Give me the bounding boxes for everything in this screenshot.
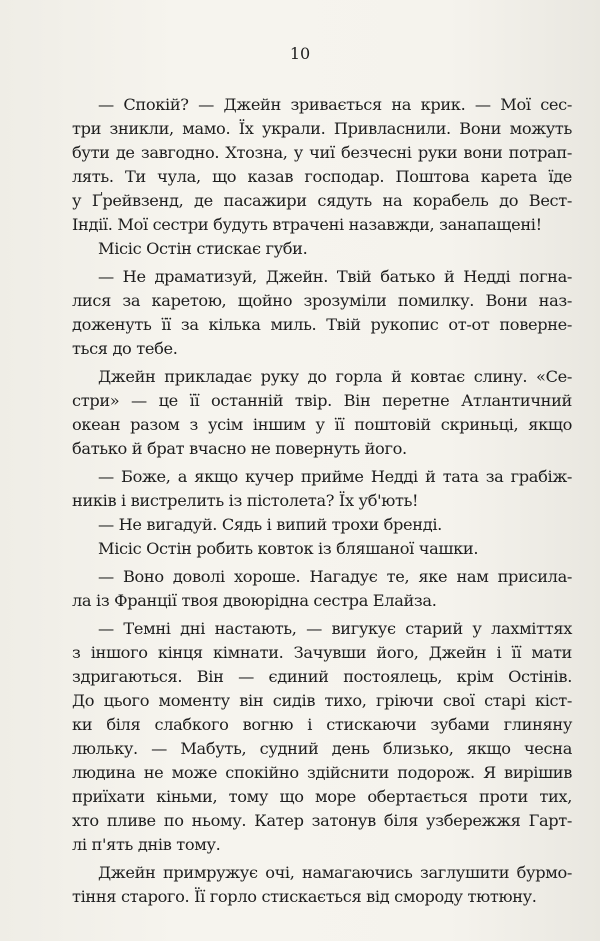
text-line: — Воно доволі хороше. Нагадує те, яке нам присила-: [98, 567, 572, 586]
text-line: лять. Ти чула, що казав господар. Поштова карета їде: [72, 167, 572, 186]
text-line: людина не може спокійно здійснити подорож. Я вирішив: [72, 763, 572, 782]
page-number: 10: [289, 44, 311, 63]
text-line: Джейн примружує очі, намагаючись заглушити бурмо-: [98, 863, 572, 882]
text-line: лі п'ять днів тому.: [72, 835, 221, 854]
text-line: лися за каретою, щойно зрозуміли помилку. Вони наз-: [72, 291, 572, 310]
text-line: приїхати кіньми, тому що море обертається проти тих,: [72, 787, 572, 806]
text-line: — Спокій? — Джейн зривається на крик. — Мої сес-: [98, 95, 572, 114]
text-line: океан разом з усім іншим у її поштовій скриньці, якщо: [72, 415, 572, 434]
text-line: бути де завгодно. Хтозна, у чиї безчесні руки вони потрап-: [72, 143, 572, 162]
paragraph: [72, 365, 572, 461]
text-line: — Не драматизуй, Джейн. Твій батько й Недді погна-: [98, 267, 572, 286]
text-line: Джейн прикладає руку до горла й ковтає слину. «Се-: [98, 367, 572, 386]
text-line: хто пливе по ньому. Катер затонув біля узбережжя Гарт-: [72, 811, 572, 830]
text-line: Місіс Остін стискає губи.: [98, 239, 308, 258]
paragraph: [72, 513, 572, 537]
text-line: — Не вигадуй. Сядь і випий трохи бренді.: [98, 515, 442, 534]
text-line: ла із Франції твоя двоюрідна сестра Елайза.: [72, 591, 437, 610]
paragraph: [72, 617, 572, 857]
text-line: три зникли, мамо. Їх украли. Привласнили. Вони можуть: [72, 119, 572, 138]
text-line: ки біля слабкого вогню і стискаючи зубами глиняну: [72, 715, 572, 734]
body-text: [72, 93, 572, 909]
text-line: ться до тебе.: [72, 339, 178, 358]
paragraph: [72, 537, 572, 561]
paragraph: [72, 237, 572, 261]
text-line: стри» — це її останній твір. Він перетне Атлантичний: [72, 391, 572, 410]
text-line: Місіс Остін робить ковток із бляшаної чашки.: [98, 539, 479, 558]
text-line: — Темні дні настають, — вигукує старий у лахміттях: [98, 619, 572, 638]
text-line: люльку. — Мабуть, судний день близько, якщо чесна: [72, 739, 572, 758]
paragraph: [72, 861, 572, 909]
text-line: тіння старого. Її горло стискається від смороду тютюну.: [72, 887, 537, 906]
text-line: Індії. Мої сестри будуть втрачені назавжди, занапащені!: [72, 215, 542, 234]
text-line: у Ґрейвзенд, де пасажири сядуть на корабель до Вест-: [72, 191, 572, 210]
paragraph: [72, 265, 572, 361]
text-line: До цього моменту він сидів тихо, гріючи свої старі кіст-: [72, 691, 572, 710]
text-line: ників і вистрелить із пістолета? Їх уб'ють!: [72, 491, 419, 510]
paragraph: [72, 565, 572, 613]
text-line: з іншого кінця кімнати. Зачувши його, Джейн і її мати: [72, 643, 572, 662]
paragraph: [72, 465, 572, 513]
text-line: доженуть її за кілька миль. Твій рукопис от-от поверне-: [72, 315, 572, 334]
text-line: — Боже, а якщо кучер прийме Недді й тата за грабіж-: [98, 467, 572, 486]
paragraph: [72, 93, 572, 237]
text-line: здригаються. Він — єдиний постоялець, крім Остінів.: [72, 667, 572, 686]
text-line: батько й брат вчасно не повернуть його.: [72, 439, 407, 458]
